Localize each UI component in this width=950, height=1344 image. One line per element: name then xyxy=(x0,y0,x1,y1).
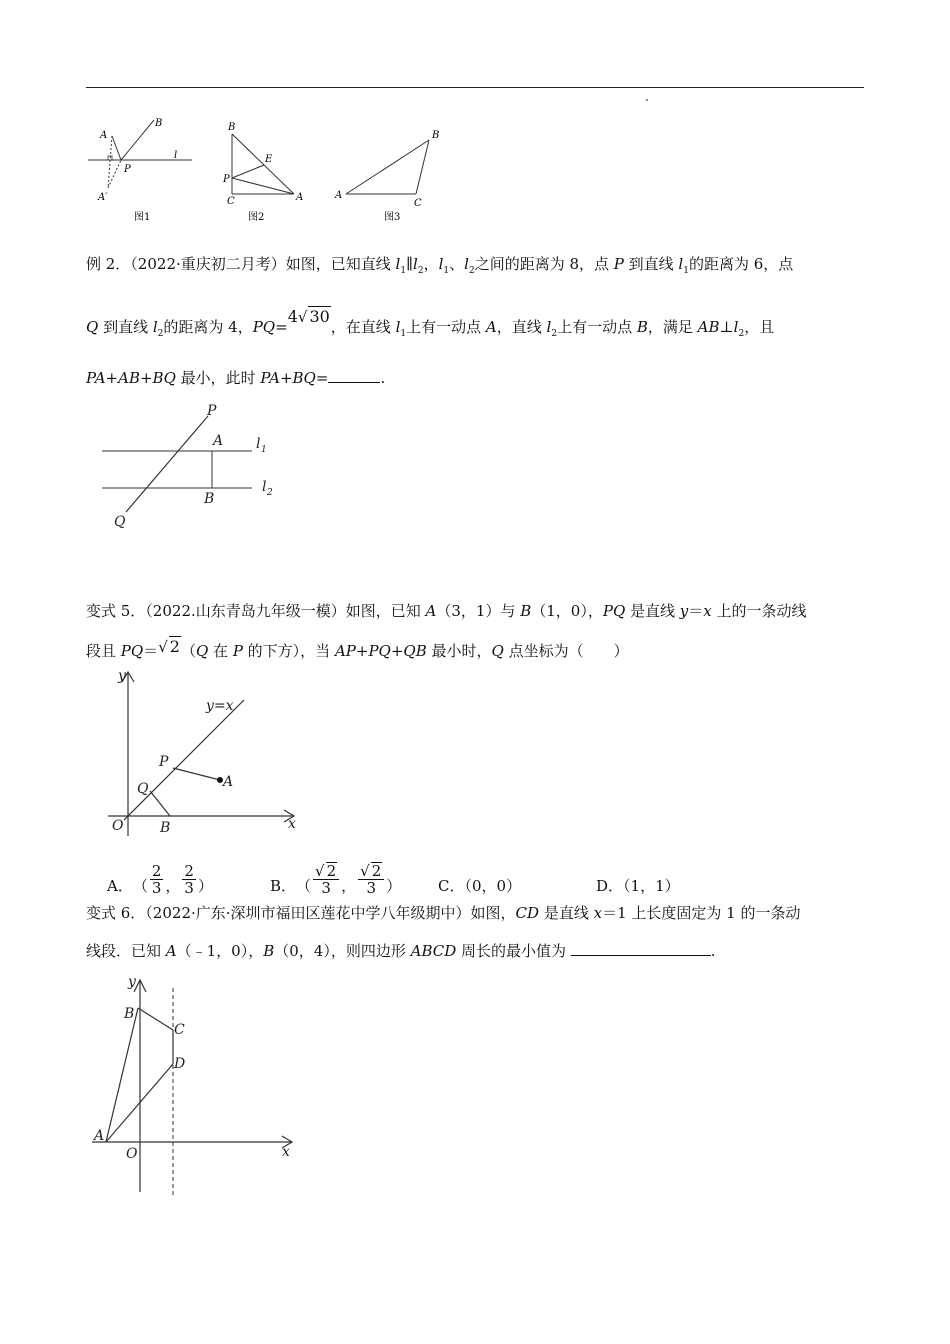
v6-B: B xyxy=(263,942,275,960)
option-text: （1，1） xyxy=(623,877,680,895)
ex2-eq: = xyxy=(315,369,329,387)
ex2-text: 的距离为 4， xyxy=(163,318,253,336)
option-text: （0，0） xyxy=(464,877,522,895)
ex2-l2: l xyxy=(546,318,552,336)
v5-fig-x: x xyxy=(288,816,296,832)
v5-fig-yx: y=x xyxy=(206,698,234,714)
ex2-l2: l xyxy=(464,255,469,273)
frac-den: 3 xyxy=(184,879,194,897)
ex2-sub: 2 xyxy=(738,329,745,339)
ex2-l1: l xyxy=(395,318,401,336)
header-dot xyxy=(646,99,648,101)
v6-fig-B: B xyxy=(124,1006,135,1022)
frac-num: 2 xyxy=(184,862,194,880)
ex2-l2: l xyxy=(413,255,418,273)
frac-den: 3 xyxy=(151,879,162,897)
fig3-label-A: A xyxy=(335,190,343,201)
ex2-text: 例 2．（2022·重庆初二月考）如图，已知直线 xyxy=(86,255,396,273)
ex2-text: 的距离为 6，点 xyxy=(688,255,794,273)
fig1-label-l: l xyxy=(174,150,178,161)
v5-coordB: （1，0）， xyxy=(531,602,603,620)
option-b-frac2 xyxy=(358,862,384,896)
fig2-label-C: C xyxy=(227,196,235,207)
ex2-text: 之间的距离为 8，点 xyxy=(474,255,614,273)
example2-line2 xyxy=(86,307,775,344)
v5-text: 是直线 xyxy=(625,602,680,620)
ex2-B: B xyxy=(636,318,648,336)
frac-den: 3 xyxy=(321,879,331,897)
variant5-figure xyxy=(100,666,310,846)
ex2-sub: 1 xyxy=(400,266,407,276)
ex2-fig-l1-sub: 1 xyxy=(261,445,267,455)
ex2-text: 到直线 xyxy=(98,318,153,336)
v6-text: 线段．已知 xyxy=(86,942,166,960)
v5-option-c[interactable] xyxy=(438,876,521,896)
figure-2 xyxy=(222,122,303,223)
option-paren: ） xyxy=(197,877,213,895)
frac-num xyxy=(313,862,339,880)
option-paren: （ xyxy=(296,877,312,895)
ex2-fig-A: A xyxy=(213,433,224,449)
ex2-sub: 1 xyxy=(400,329,407,339)
ex2-parallel: ∥ xyxy=(406,255,414,273)
v5-text: 最小时， xyxy=(426,642,492,660)
v6-x: x xyxy=(593,904,603,922)
fig2-label-P: P xyxy=(223,174,230,185)
v5-text: 在 xyxy=(208,642,233,660)
option-sep: ， xyxy=(165,877,181,895)
fig3-label-C: C xyxy=(414,198,422,209)
v6-text: 是直线 xyxy=(539,904,594,922)
sqrt-sign: √ xyxy=(297,308,308,326)
v6-text: 变式 6．（2022·广东·深圳市福田区莲花中学八年级期中）如图， xyxy=(86,904,516,922)
v5-PQ: PQ xyxy=(602,602,626,620)
sqrt-sign: √ xyxy=(158,638,168,656)
variant6-figure xyxy=(88,970,308,1198)
fig2-label-B: B xyxy=(228,122,236,133)
ex2-Q: Q xyxy=(86,318,99,336)
ex2-l1: l xyxy=(438,255,444,273)
frac-den: 3 xyxy=(366,879,376,897)
radicand: 2 xyxy=(326,862,337,880)
v6-fig-y: y xyxy=(128,974,136,990)
figure-3 xyxy=(334,130,439,223)
ex2-fig-l2-sub: 2 xyxy=(267,488,273,498)
ex2-text: 到直线 xyxy=(623,255,679,273)
top-figures xyxy=(84,112,464,228)
ex2-l2: l xyxy=(152,318,158,336)
fig1-label-A: A xyxy=(100,130,108,141)
ex2-sub: 2 xyxy=(468,266,475,276)
ex2-l2: l xyxy=(733,318,739,336)
sqrt-sign: √ xyxy=(315,862,325,880)
v5-option-b[interactable] xyxy=(270,850,401,896)
v6-fig-A: A xyxy=(94,1128,105,1144)
v5-coordA: （3，1）与 xyxy=(436,602,521,620)
v5-Q: Q xyxy=(195,642,209,660)
ex2-text: ， xyxy=(423,255,439,273)
v5-fig-Q: Q xyxy=(137,781,149,797)
ex2-pq-coef: 4 xyxy=(287,307,298,326)
option-letter: C． xyxy=(438,877,465,895)
fig2-caption: 图2 xyxy=(248,212,265,223)
ex2-PQ: PQ xyxy=(252,318,276,336)
v5-text: 段且 xyxy=(86,642,121,660)
radicand: 2 xyxy=(371,862,382,880)
ex2-text: 上有一动点 xyxy=(557,318,637,336)
option-a-frac2 xyxy=(182,863,196,896)
ex2-l1: l xyxy=(395,255,401,273)
ex2-fig-Q: Q xyxy=(114,514,126,530)
v6-fig-O: O xyxy=(126,1146,138,1162)
fig1-label-B: B xyxy=(155,118,163,129)
v5-text: 点坐标为（ ） xyxy=(503,642,629,660)
fig2-label-E: E xyxy=(265,154,273,165)
option-letter: B． xyxy=(270,877,297,895)
ex2-A: A xyxy=(485,318,497,336)
v6-text: 周长的最小值为 xyxy=(456,942,571,960)
figure-1 xyxy=(88,118,192,223)
v5-pq-value xyxy=(158,637,181,656)
v6-period: . xyxy=(710,942,716,960)
ex2-text: 、 xyxy=(449,255,465,273)
fig1-label-A-prime: A′ xyxy=(98,192,108,203)
v5-fig-P: P xyxy=(159,754,169,770)
variant5-line1 xyxy=(86,601,807,621)
ex2-l1: l xyxy=(678,255,684,273)
v6-fig-x: x xyxy=(282,1144,290,1160)
ex2-perp: ⊥ xyxy=(719,318,734,336)
ex2-text: ，直线 xyxy=(496,318,547,336)
v5-option-a[interactable] xyxy=(107,850,213,896)
v5-eq: ＝ xyxy=(143,642,159,660)
v5-text: 上的一条动线 xyxy=(711,602,807,620)
ex2-expr: PA+AB+BQ xyxy=(86,369,176,387)
v6-coordB: （0，4），则四边形 xyxy=(274,942,411,960)
frac-num xyxy=(358,862,384,880)
ex2-fig-l2: l xyxy=(262,479,267,495)
ex2-answer-blank[interactable] xyxy=(328,368,380,383)
v5-option-d[interactable] xyxy=(596,876,680,896)
ex2-P: P xyxy=(613,255,624,273)
ex2-pq-value xyxy=(288,307,331,326)
fig1-label-P: P xyxy=(124,164,131,175)
v5-A: A xyxy=(425,602,437,620)
ex2-sub: 1 xyxy=(683,266,689,276)
v5-eq: ＝ xyxy=(688,602,704,620)
fig3-caption: 图3 xyxy=(384,212,401,223)
ex2-fig-P: P xyxy=(207,403,217,419)
v5-Q: Q xyxy=(491,642,504,660)
option-letter: D． xyxy=(596,877,624,895)
v5-fig-B: B xyxy=(160,820,171,836)
v5-text: 变式 5．（2022.山东青岛九年级一模）如图，已知 xyxy=(86,602,426,620)
v5-radicand: 2 xyxy=(169,637,180,656)
ex2-pq-radicand: 30 xyxy=(309,307,330,326)
v6-text: ＝1 上长度固定为 1 的一条动 xyxy=(602,904,801,922)
v5-fig-O: O xyxy=(112,818,124,834)
v5-fig-A: A xyxy=(223,774,234,790)
ex2-expr2: PA+BQ xyxy=(260,369,316,387)
fig2-label-A: A xyxy=(296,192,304,203)
ex2-text: 上有一动点 xyxy=(406,318,486,336)
option-b-frac1 xyxy=(313,862,339,896)
v5-fig-y: y xyxy=(118,668,126,684)
ex2-eq: = xyxy=(275,318,288,336)
v5-B: B xyxy=(520,602,532,620)
ex2-sub: 2 xyxy=(157,329,164,339)
option-sep: ， xyxy=(341,877,357,895)
v5-y: y xyxy=(679,602,689,620)
v5-text: 的下方），当 xyxy=(242,642,335,660)
v5-x: x xyxy=(703,602,712,620)
v6-fig-C: C xyxy=(174,1022,185,1038)
variant5-line2 xyxy=(86,637,629,661)
ex2-text: ，在直线 xyxy=(330,318,396,336)
v5-P: P xyxy=(232,642,243,660)
ex2-period: . xyxy=(380,369,386,387)
v5-PQ: PQ xyxy=(120,642,144,660)
sqrt-sign: √ xyxy=(360,862,370,880)
v6-coordA: （﹣1，0）， xyxy=(176,942,264,960)
ex2-sub: 1 xyxy=(443,266,450,276)
example2-line1 xyxy=(86,254,793,281)
v6-A: A xyxy=(165,942,177,960)
v6-fig-D: D xyxy=(174,1056,186,1072)
option-a-frac1 xyxy=(150,863,164,896)
ex2-fig-l1: l xyxy=(256,436,261,452)
ex2-fig-B: B xyxy=(204,491,215,507)
v6-answer-blank[interactable] xyxy=(571,941,711,956)
fig1-caption: 图1 xyxy=(134,212,151,223)
header-rule xyxy=(86,87,864,88)
example2-line3 xyxy=(86,368,385,388)
fig3-label-B: B xyxy=(432,130,440,141)
option-paren: ） xyxy=(386,877,402,895)
v5-expr: AP+PQ+QB xyxy=(334,642,427,660)
v6-ABCD: ABCD xyxy=(410,942,457,960)
ex2-text: 最小，此时 xyxy=(175,369,261,387)
v6-CD: CD xyxy=(515,904,540,922)
v5-text: （ xyxy=(180,642,196,660)
ex2-text: ，满足 xyxy=(647,318,698,336)
variant6-line1 xyxy=(86,903,800,923)
frac-num: 2 xyxy=(151,862,162,880)
ex2-sub: 2 xyxy=(417,266,424,276)
option-paren: （ xyxy=(132,877,148,895)
ex2-AB: AB xyxy=(697,318,720,336)
example2-figure xyxy=(96,400,296,535)
ex2-text: ，且 xyxy=(744,318,775,336)
variant6-line2 xyxy=(86,941,716,961)
ex2-sub: 2 xyxy=(551,329,558,339)
option-letter: A． xyxy=(107,877,133,895)
